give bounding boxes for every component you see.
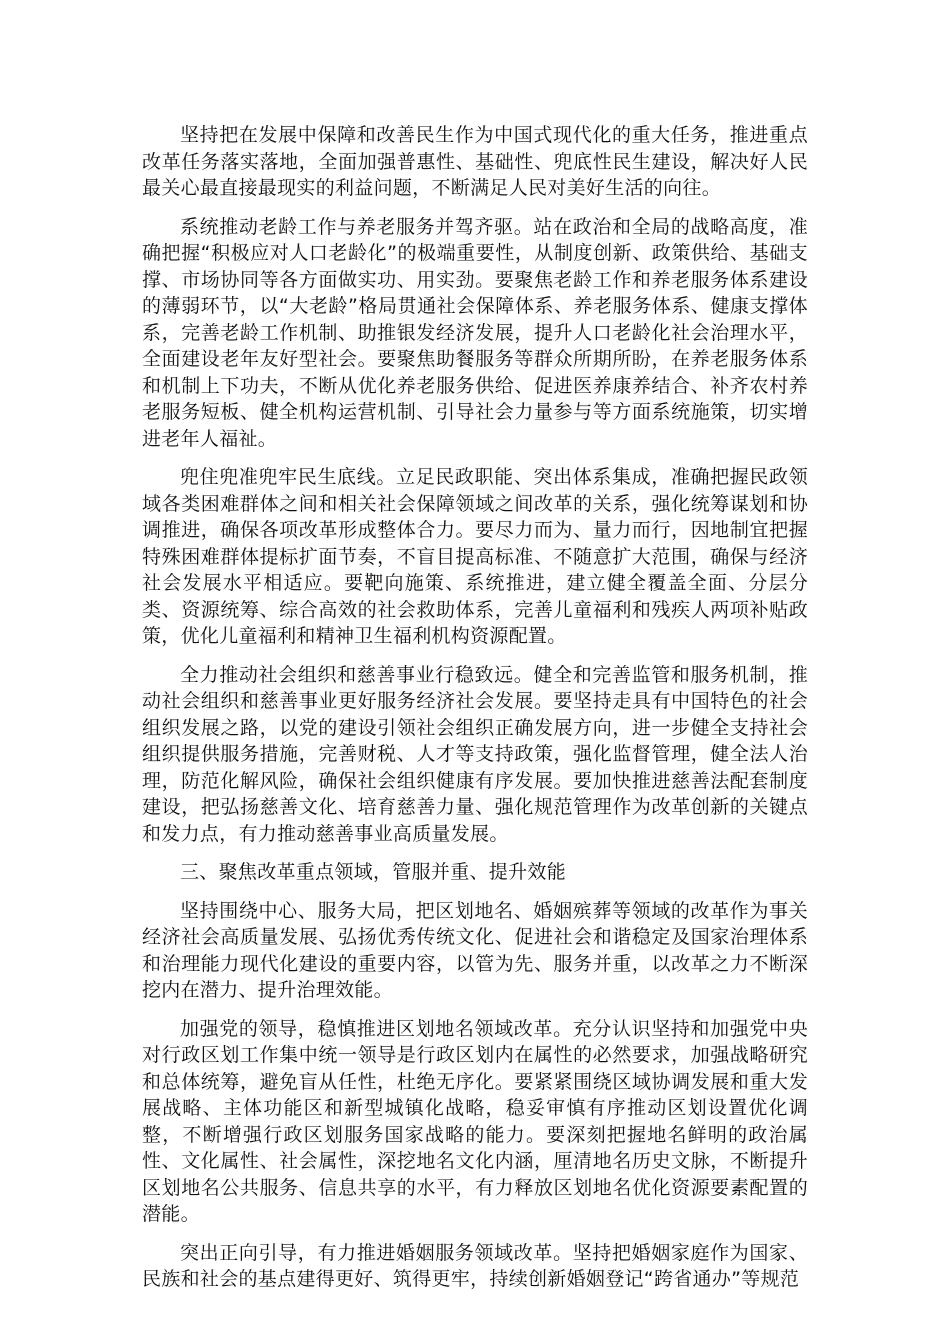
paragraph-social-organizations: 全力推动社会组织和慈善事业行稳致远。健全和完善监管和服务机制，推动社会组织和慈善事业更好服务经济社会发展。要坚持走具有中国特色的社会组织发展之路，以党的建设引领社会组织正确发展方向，进一步健全支持社会组织提供服务措施，完善财税、人才等支持政策，强化监督管理，健全法人治理，防范化解风险，确保社会组织健康有序发展。要加快推进慈善法配套制度建设，把弘扬慈善文化、培育慈善力量、强化规范管理作为改革创新的关键点和发力点，有力推动慈善事业高质量发展。	[142, 663, 808, 845]
paragraph-reform-key-areas: 坚持围绕中心、服务大局，把区划地名、婚姻殡葬等领域的改革作为事关经济社会高质量发展、弘扬优秀传统文化、促进社会和谐稳定及国家治理体系和治理能力现代化建设的重要内容，以管为先、服务并重，以改革之力不断深挖内在潜力、提升治理效能。	[142, 899, 808, 1001]
body-text	[142, 122, 808, 1305]
paragraph-elderly-services: 系统推动老龄工作与养老服务并驾齐驱。站在政治和全局的战略高度，准确把握“积极应对人口老龄化”的极端重要性，从制度创新、政策供给、基础支撑、市场协同等各方面做实功、用实劲。要聚焦老龄工作和养老服务体系建设的薄弱环节，以“大老龄”格局贯通社会保障体系、养老服务体系、健康支撑体系，完善老龄工作机制、助推银发经济发展，提升人口老龄化社会治理水平，全面建设老年友好型社会。要聚焦助餐服务等群众所期所盼，在养老服务体系和机制上下功夫，不断从优化养老服务供给、促进医养康养结合、补齐农村养老服务短板、健全机构运营机制、引导社会力量参与等方面系统施策，切实增进老年人福祉。	[142, 215, 808, 450]
paragraph-livelihood-baseline: 兜住兜准兜牢民生底线。立足民政职能、突出体系集成，准确把握民政领域各类困难群体之间和相关社会保障领域之间改革的关系，强化统筹谋划和协调推进，确保各项改革形成整体合力。要尽力而为、量力而行，因地制宜把握特殊困难群体提标扩面节奏，不盲目提高标准、不随意扩大范围，确保与经济社会发展水平相适应。要靶向施策、系统推进，建立健全覆盖全面、分层分类、资源统筹、综合高效的社会救助体系，完善儿童福利和残疾人两项补贴政策，优化儿童福利和精神卫生福利机构资源配置。	[142, 466, 808, 647]
paragraph-marriage-services: 突出正向引导，有力推进婚姻服务领域改革。坚持把婚姻家庭作为国家、民族和社会的基点建得更好、筑得更牢，持续创新婚姻登记“跨省通办”等规范	[142, 1241, 808, 1290]
paragraph-division-names: 加强党的领导，稳慎推进区划地名领域改革。充分认识坚持和加强党中央对行政区划工作集中统一领导是行政区划内在属性的必然要求，加强战略研究和总体统筹，避免盲从任性，杜绝无序化。要紧紧围绕区域协调发展和重大发展战略、主体功能区和新型城镇化战略，稳妥审慎有序推动区划设置优化调整，不断增强行政区划服务国家战略的能力。要深刻把握地名鲜明的政治属性、文化属性、社会属性，深挖地名文化内涵，厘清地名历史文脉，不断提升区划地名公共服务、信息共享的水平，有力释放区划地名优化资源要素配置的潜能。	[142, 1017, 808, 1225]
section-heading-three: 三、聚焦改革重点领域，管服并重、提升效能	[180, 861, 567, 883]
paragraph-livelihood-intro: 坚持把在发展中保障和改善民生作为中国式现代化的重大任务，推进重点改革任务落实落地，全面加强普惠性、基础性、兜底性民生建设，解决好人民最关心最直接最现实的利益问题，不断满足人民对美好生活的向往。	[142, 124, 808, 199]
